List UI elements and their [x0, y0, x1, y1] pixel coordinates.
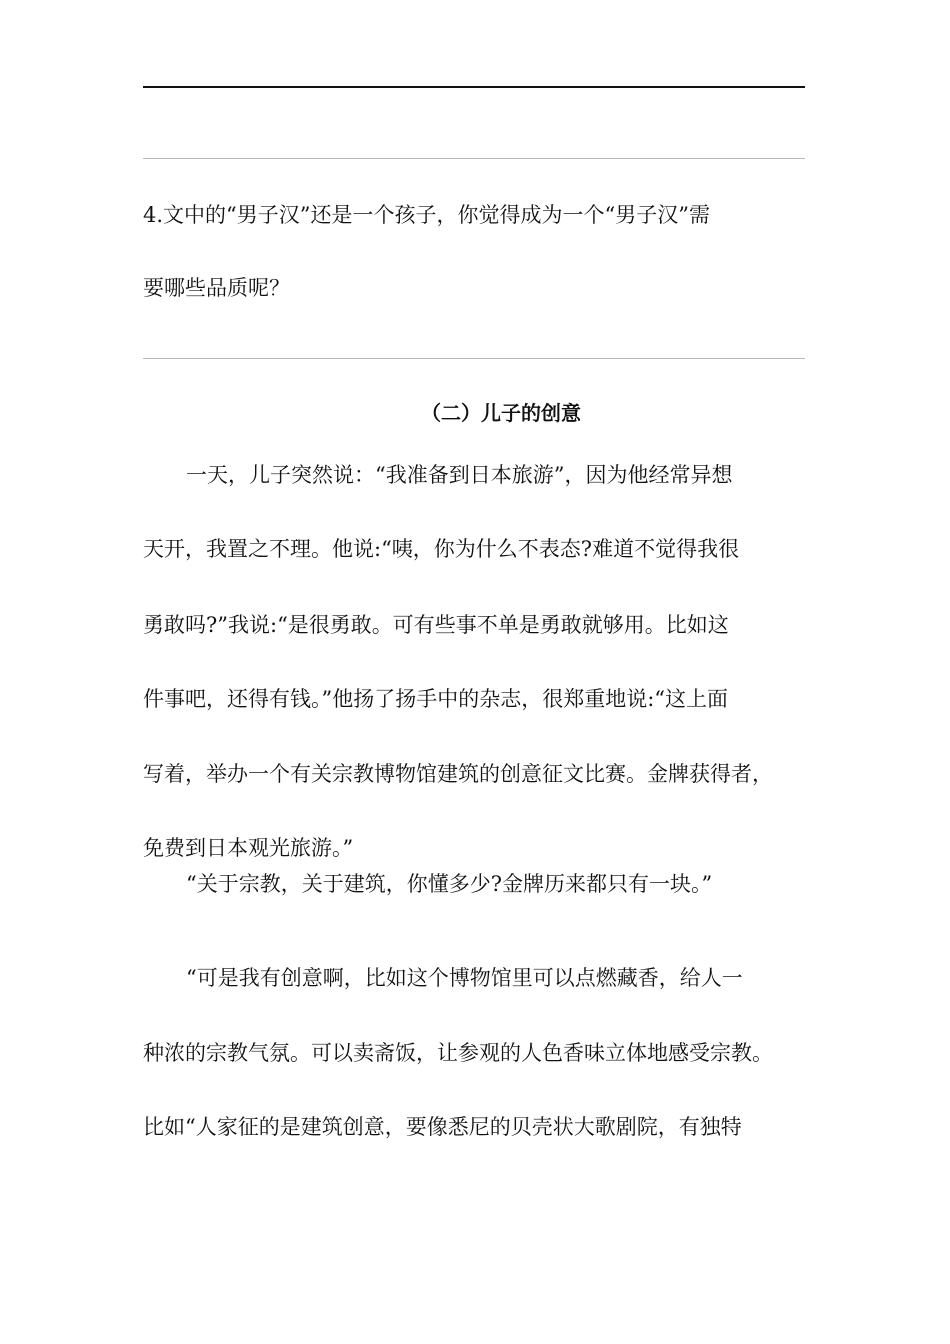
answer-line-thick — [143, 86, 805, 88]
paragraph-1-line-5: 写着，举办一个有关宗教博物馆建筑的创意征文比赛。金牌获得者， — [143, 762, 773, 786]
paragraph-1-line-4: 件事吧，还得有钱。”他扬了扬手中的杂志，很郑重地说:“这上面 — [143, 687, 729, 711]
paragraph-1-line-3: 勇敢吗?”我说:“是很勇敢。可有些事不单是勇敢就够用。比如这 — [143, 613, 729, 637]
paragraph-2: “关于宗教，关于建筑，你懂多少?金牌历来都只有一块。” — [186, 872, 713, 896]
question-4-line-1: 4.文中的“男子汉”还是一个孩子，你觉得成为一个“男子汉”需 — [143, 203, 710, 227]
answer-line — [143, 358, 805, 359]
paragraph-3-line-1: “可是我有创意啊，比如这个博物馆里可以点燃藏香，给人一 — [186, 966, 743, 990]
answer-line — [143, 158, 805, 159]
paragraph-1-line-1: 一天，儿子突然说：“我准备到日本旅游”，因为他经常异想 — [186, 463, 733, 487]
section-title: （二）儿子的创意 — [421, 401, 581, 425]
paragraph-1-line-6: 免费到日本观光旅游。” — [143, 836, 354, 860]
paragraph-1-line-2: 天开，我置之不理。他说:“咦，你为什么不表态?难道不觉得我很 — [143, 537, 740, 561]
question-4-line-2: 要哪些品质呢？ — [143, 276, 290, 300]
paragraph-3-line-2: 种浓的宗教气氛。可以卖斋饭，让参观的人色香味立体地感受宗教。 — [143, 1041, 773, 1065]
paragraph-3-line-3: 比如“人家征的是建筑创意，要像悉尼的贝壳状大歌剧院，有独特 — [143, 1115, 742, 1139]
